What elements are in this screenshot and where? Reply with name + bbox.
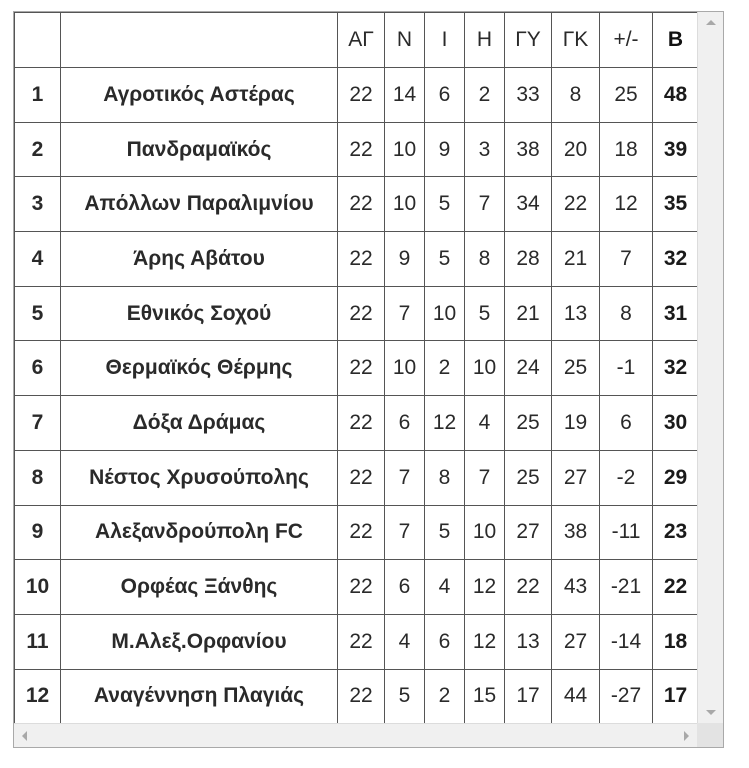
cell-wins: 7: [385, 450, 425, 505]
cell-goal-diff: 12: [600, 177, 653, 232]
cell-goals-for: 34: [505, 177, 552, 232]
cell-goal-diff: -27: [600, 669, 653, 723]
cell-losses: 8: [465, 232, 505, 287]
cell-draws: 5: [425, 505, 465, 560]
cell-points: 39: [653, 122, 698, 177]
cell-team: Δόξα Δράμας: [61, 396, 338, 451]
cell-goal-diff: -11: [600, 505, 653, 560]
cell-goals-against: 27: [552, 614, 600, 669]
cell-goal-diff: 6: [600, 396, 653, 451]
header-played: ΑΓ: [338, 13, 385, 68]
cell-played: 22: [338, 614, 385, 669]
table-row: [15, 68, 698, 123]
cell-team: Αναγέννηση Πλαγιάς: [61, 669, 338, 723]
cell-draws: 6: [425, 68, 465, 123]
cell-goal-diff: -21: [600, 560, 653, 615]
cell-losses: 4: [465, 396, 505, 451]
cell-team: Νέστος Χρυσούπολης: [61, 450, 338, 505]
cell-points: 32: [653, 341, 698, 396]
cell-draws: 12: [425, 396, 465, 451]
table-row: [15, 232, 698, 287]
cell-wins: 7: [385, 286, 425, 341]
cell-points: 17: [653, 669, 698, 723]
cell-wins: 6: [385, 396, 425, 451]
table-row: [15, 505, 698, 560]
cell-rank: 10: [15, 560, 61, 615]
table-row: [15, 614, 698, 669]
cell-rank: 7: [15, 396, 61, 451]
cell-goals-against: 19: [552, 396, 600, 451]
cell-team: Αλεξανδρούπολη FC: [61, 505, 338, 560]
header-goals-for: ΓΥ: [505, 13, 552, 68]
cell-goals-for: 27: [505, 505, 552, 560]
cell-draws: 9: [425, 122, 465, 177]
cell-played: 22: [338, 341, 385, 396]
cell-rank: 8: [15, 450, 61, 505]
cell-team: Εθνικός Σοχού: [61, 286, 338, 341]
cell-losses: 3: [465, 122, 505, 177]
cell-goals-against: 13: [552, 286, 600, 341]
cell-rank: 5: [15, 286, 61, 341]
cell-losses: 10: [465, 505, 505, 560]
cell-draws: 5: [425, 232, 465, 287]
cell-team: Μ.Αλεξ.Ορφανίου: [61, 614, 338, 669]
cell-goal-diff: -2: [600, 450, 653, 505]
cell-goals-for: 38: [505, 122, 552, 177]
arrow-left-icon[interactable]: [22, 731, 27, 741]
table-row: [15, 341, 698, 396]
cell-rank: 2: [15, 122, 61, 177]
header-goals-against: ΓΚ: [552, 13, 600, 68]
cell-goals-against: 43: [552, 560, 600, 615]
cell-losses: 7: [465, 177, 505, 232]
cell-draws: 4: [425, 560, 465, 615]
cell-points: 30: [653, 396, 698, 451]
cell-wins: 5: [385, 669, 425, 723]
standings-table-frame: [13, 11, 724, 748]
cell-draws: 5: [425, 177, 465, 232]
header-draws: Ι: [425, 13, 465, 68]
cell-goals-for: 21: [505, 286, 552, 341]
cell-points: 18: [653, 614, 698, 669]
cell-losses: 10: [465, 341, 505, 396]
cell-goals-for: 24: [505, 341, 552, 396]
cell-played: 22: [338, 669, 385, 723]
cell-goals-for: 25: [505, 396, 552, 451]
header-row: [15, 13, 698, 68]
cell-team: Απόλλων Παραλιμνίου: [61, 177, 338, 232]
cell-played: 22: [338, 505, 385, 560]
cell-goal-diff: 7: [600, 232, 653, 287]
cell-draws: 2: [425, 341, 465, 396]
cell-played: 22: [338, 450, 385, 505]
cell-goals-against: 20: [552, 122, 600, 177]
cell-rank: 9: [15, 505, 61, 560]
cell-losses: 7: [465, 450, 505, 505]
table-row: [15, 122, 698, 177]
cell-played: 22: [338, 232, 385, 287]
cell-wins: 10: [385, 341, 425, 396]
cell-wins: 9: [385, 232, 425, 287]
arrow-down-icon[interactable]: [706, 710, 716, 715]
cell-goals-for: 33: [505, 68, 552, 123]
cell-team: Άρης Αβάτου: [61, 232, 338, 287]
table-row: [15, 286, 698, 341]
cell-goal-diff: 8: [600, 286, 653, 341]
cell-goals-against: 21: [552, 232, 600, 287]
cell-wins: 14: [385, 68, 425, 123]
cell-losses: 2: [465, 68, 505, 123]
cell-points: 35: [653, 177, 698, 232]
cell-played: 22: [338, 560, 385, 615]
cell-goals-for: 22: [505, 560, 552, 615]
cell-goals-for: 25: [505, 450, 552, 505]
cell-points: 29: [653, 450, 698, 505]
cell-goals-against: 8: [552, 68, 600, 123]
cell-points: 48: [653, 68, 698, 123]
table-row: [15, 177, 698, 232]
table-row: [15, 450, 698, 505]
cell-losses: 15: [465, 669, 505, 723]
cell-points: 32: [653, 232, 698, 287]
cell-draws: 8: [425, 450, 465, 505]
cell-draws: 2: [425, 669, 465, 723]
cell-draws: 10: [425, 286, 465, 341]
header-rank: [15, 13, 61, 68]
cell-points: 22: [653, 560, 698, 615]
cell-rank: 1: [15, 68, 61, 123]
table-row: [15, 560, 698, 615]
cell-points: 31: [653, 286, 698, 341]
cell-team: Θερμαϊκός Θέρμης: [61, 341, 338, 396]
cell-played: 22: [338, 396, 385, 451]
cell-rank: 6: [15, 341, 61, 396]
cell-goal-diff: 18: [600, 122, 653, 177]
cell-played: 22: [338, 122, 385, 177]
header-goal-diff: +/-: [600, 13, 653, 68]
cell-goals-for: 17: [505, 669, 552, 723]
cell-rank: 4: [15, 232, 61, 287]
cell-points: 23: [653, 505, 698, 560]
cell-rank: 12: [15, 669, 61, 723]
table-row: [15, 669, 698, 723]
horizontal-scrollbar[interactable]: [14, 723, 697, 747]
cell-goals-for: 28: [505, 232, 552, 287]
cell-played: 22: [338, 68, 385, 123]
arrow-right-icon[interactable]: [684, 731, 689, 741]
vertical-scrollbar[interactable]: [697, 12, 723, 723]
cell-played: 22: [338, 177, 385, 232]
cell-played: 22: [338, 286, 385, 341]
header-wins: Ν: [385, 13, 425, 68]
cell-losses: 12: [465, 560, 505, 615]
cell-goal-diff: -14: [600, 614, 653, 669]
cell-team: Αγροτικός Αστέρας: [61, 68, 338, 123]
arrow-up-icon[interactable]: [706, 20, 716, 25]
cell-wins: 4: [385, 614, 425, 669]
cell-team: Ορφέας Ξάνθης: [61, 560, 338, 615]
cell-losses: 12: [465, 614, 505, 669]
cell-goals-against: 27: [552, 450, 600, 505]
cell-wins: 7: [385, 505, 425, 560]
table-viewport: [14, 12, 697, 723]
cell-goals-for: 13: [505, 614, 552, 669]
cell-rank: 3: [15, 177, 61, 232]
cell-team: Πανδραμαϊκός: [61, 122, 338, 177]
cell-goal-diff: 25: [600, 68, 653, 123]
cell-wins: 10: [385, 177, 425, 232]
cell-rank: 11: [15, 614, 61, 669]
header-points: Β: [653, 13, 698, 68]
cell-goals-against: 44: [552, 669, 600, 723]
header-losses: Η: [465, 13, 505, 68]
scrollbar-corner: [697, 723, 723, 747]
table-row: [15, 396, 698, 451]
header-team: [61, 13, 338, 68]
cell-goals-against: 38: [552, 505, 600, 560]
cell-goals-against: 25: [552, 341, 600, 396]
cell-draws: 6: [425, 614, 465, 669]
cell-wins: 6: [385, 560, 425, 615]
league-standings-table: [14, 12, 697, 723]
cell-goal-diff: -1: [600, 341, 653, 396]
cell-goals-against: 22: [552, 177, 600, 232]
cell-wins: 10: [385, 122, 425, 177]
cell-losses: 5: [465, 286, 505, 341]
